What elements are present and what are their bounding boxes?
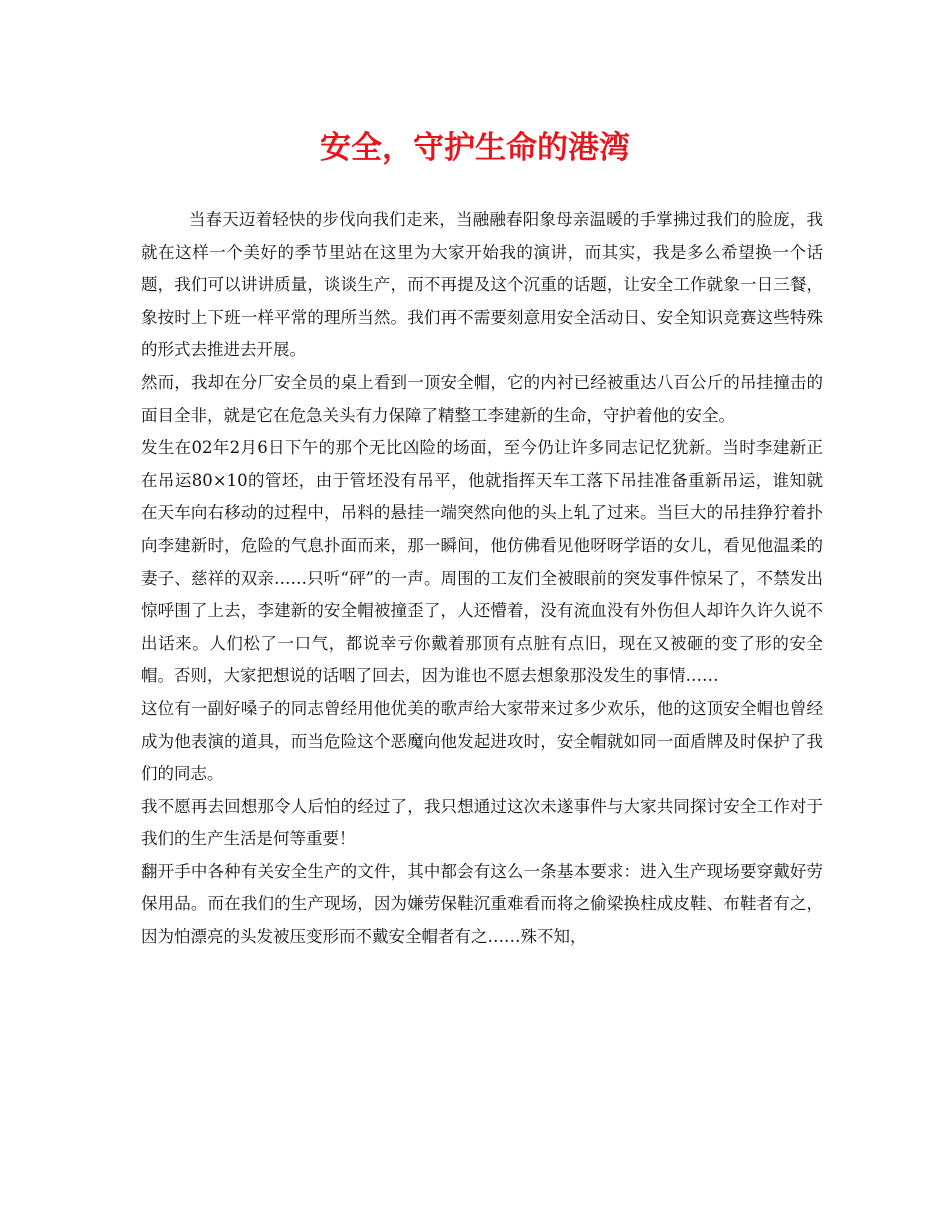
document-body <box>141 204 823 954</box>
paragraph-4: 这位有一副好嗓子的同志曾经用他优美的歌声给大家带来过多少欢乐，他的这顶安全帽也曾经成为他表演的道具，而当危险这个恶魔向他发起进攻时，安全帽就如同一面盾牌及时保护了我们的同志。 <box>141 698 823 784</box>
paragraph-3: 发生在02年2月6日下午的那个无比凶险的场面，至今仍让许多同志记忆犹新。当时李建新正在吊运80×10的管坯，由于管坯没有吊平，他就指挥天车工落下吊挂准备重新吊运，谁知就在天车向右移动的过程中，吊料的悬挂一端突然向他的头上轧了过来。当巨大的吊挂狰狞着扑向李建新时，危险的气息扑面而来，那一瞬间，他仿佛看见他呀呀学语的女儿，看见他温柔的妻子、慈祥的双亲……只听“砰”的一声。周围的工友们全被眼前的突发事件惊呆了，不禁发出惊呼围了上去，李建新的安全帽被撞歪了，人还懵着，没有流血没有外伤但人却许久许久说不出话来。人们松了一口气，都说幸亏你戴着那顶有点脏有点旧，现在又被砸的变了形的安全帽。否则，大家把想说的话咽了回去，因为谁也不愿去想象那没发生的事情…… <box>141 438 823 686</box>
paragraph-1: 当春天迈着轻快的步伐向我们走来，当融融春阳象母亲温暖的手掌拂过我们的脸庞，我就在这样一个美好的季节里站在这里为大家开始我的演讲，而其实，我是多么希望换一个话题，我们可以讲讲质量，谈谈生产，而不再提及这个沉重的话题，让安全工作就象一日三餐，象按时上下班一样平常的理所当然。我们再不需要刻意用安全活动日、安全知识竞赛这些特殊的形式去推进去开展。 <box>141 210 823 360</box>
paragraph-5: 我不愿再去回想那令人后怕的经过了，我只想通过这次未遂事件与大家共同探讨安全工作对于我们的生产生活是何等重要！ <box>141 796 823 849</box>
document-title: 安全，守护生命的港湾 <box>320 130 630 166</box>
paragraph-6: 翻开手中各种有关安全生产的文件，其中都会有这么一条基本要求：进入生产现场要穿戴好劳保用品。而在我们的生产现场，因为嫌劳保鞋沉重难看而将之偷梁换柱成皮鞋、布鞋者有之，因为怕漂亮的头发被压变形而不戴安全帽者有之……殊不知， <box>141 861 823 947</box>
paragraph-2: 然而，我却在分厂安全员的桌上看到一顶安全帽，它的内衬已经被重达八百公斤的吊挂撞击的面目全非，就是它在危急关头有力保障了精整工李建新的生命，守护着他的安全。 <box>141 372 823 425</box>
